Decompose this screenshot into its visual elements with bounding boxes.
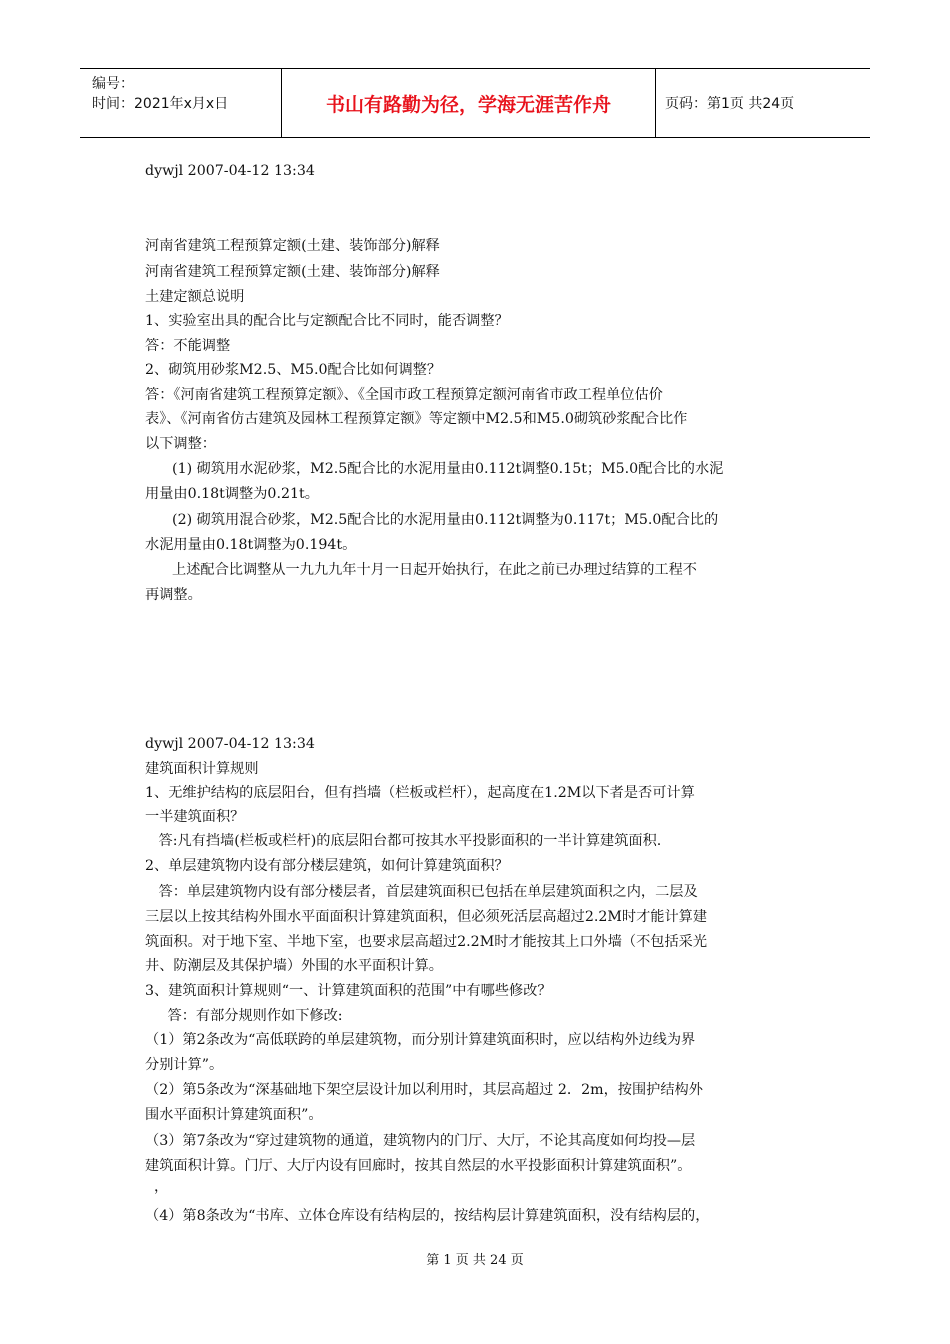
text-line: （4）第8条改为“书库、立体仓库设有结构层的，按结构层计算建筑面积，没有结构层的， — [145, 1208, 710, 1224]
text-line: 1、无维护结构的底层阳台，但有挡墙（栏板或栏杆），起高度在1.2M以下者是否可计算 — [145, 785, 695, 801]
number-label: 编号： — [92, 76, 134, 92]
page-header — [80, 68, 870, 138]
text-line: (2) 砌筑用混合砂浆，M2.5配合比的水泥用量由0.112t调整为0.117t；M5.0配合比的 — [145, 512, 719, 528]
header-meta — [80, 69, 280, 137]
text-line: 表》、《河南省仿古建筑及园林工程预算定额》等定额中M2.5和M5.0砌筑砂浆配合比作 — [145, 411, 688, 427]
text-line: （1）第2条改为“高低联跨的单层建筑物，而分别计算建筑面积时，应以结构外边线为界 — [145, 1032, 696, 1048]
text-line: 土建定额总说明 — [145, 289, 245, 305]
text-line: 用量由0.18t调整为0.21t。 — [145, 486, 319, 502]
text-line: 筑面积。对于地下室、半地下室，也要求层高超过2.2M时才能按其上口外墙（不包括采光 — [145, 934, 708, 950]
text-line: ， — [145, 1179, 169, 1195]
text-line: 1、实验室出具的配合比与定额配合比不同时，能否调整？ — [145, 313, 509, 329]
header-motto-cell — [281, 69, 656, 137]
text-line: 河南省建筑工程预算定额(土建、装饰部分)解释 — [145, 264, 440, 280]
text-line: 水泥用量由0.18t调整为0.194t。 — [145, 537, 357, 553]
text-line: 答：单层建筑物内设有部分楼层者，首层建筑面积已包括在单层建筑面积之内，二层及 — [145, 884, 698, 900]
text-line: 答：不能调整 — [145, 338, 231, 354]
text-line: （2）第5条改为“深基础地下架空层设计加以利用时，其层高超过 2．2m，按围护结构外 — [145, 1082, 703, 1098]
text-line: 三层以上按其结构外围水平面面积计算建筑面积，但必须死活层高超过2.2M时才能计算建 — [145, 909, 708, 925]
text-line: 再调整。 — [145, 587, 202, 603]
text-line: 围水平面积计算建筑面积”。 — [145, 1107, 323, 1123]
text-line: dywjl 2007-04-12 13:34 — [145, 163, 315, 179]
text-line: 分别计算”。 — [145, 1057, 224, 1073]
text-line: 河南省建筑工程预算定额(土建、装饰部分)解释 — [145, 238, 440, 254]
time-label: 时间：2021年x月x日 — [92, 96, 229, 112]
text-line: 2、砌筑用砂浆M2.5、M5.0配合比如何调整？ — [145, 362, 442, 378]
page-footer: 第 1 页 共 24 页 — [426, 1253, 524, 1268]
text-line: 建筑面积计算规则 — [145, 761, 259, 777]
text-line: 建筑面积计算。门厅、大厅内设有回廊时，按其自然层的水平投影面积计算建筑面积”。 — [145, 1158, 692, 1174]
text-line: 上述配合比调整从一九九九年十月一日起开始执行，在此之前已办理过结算的工程不 — [145, 562, 697, 578]
text-line: 3、建筑面积计算规则“一、计算建筑面积的范围”中有哪些修改？ — [145, 983, 552, 999]
text-line: 2、单层建筑物内设有部分楼层建筑，如何计算建筑面积？ — [145, 858, 509, 874]
motto: 书山有路勤为径，学海无涯苦作舟 — [325, 93, 611, 116]
text-line: dywjl 2007-04-12 13:34 — [145, 736, 315, 752]
text-line: 答：《河南省建筑工程预算定额》、《全国市政工程预算定额河南省市政工程单位估价 — [145, 387, 663, 403]
text-line: (1) 砌筑用水泥砂浆，M2.5配合比的水泥用量由0.112t调整0.15t；M5.0配合比的水泥 — [145, 461, 724, 477]
text-line: 以下调整： — [145, 436, 216, 452]
text-line: 答：有部分规则作如下修改: — [145, 1008, 343, 1024]
text-line: （3）第7条改为“穿过建筑物的通道，建筑物内的门厅、大厅，不论其高度如何均投—层 — [145, 1133, 696, 1149]
text-line: 井、防潮层及其保护墙）外围的水平面积计算。 — [145, 958, 443, 974]
page-info: 页码：第1页 共24页 — [665, 96, 795, 112]
text-line: 答:凡有挡墙(栏板或栏杆)的底层阳台都可按其水平投影面积的一半计算建筑面积. — [145, 833, 662, 849]
header-page-cell — [655, 69, 870, 137]
text-line: 一半建筑面积？ — [145, 809, 245, 825]
